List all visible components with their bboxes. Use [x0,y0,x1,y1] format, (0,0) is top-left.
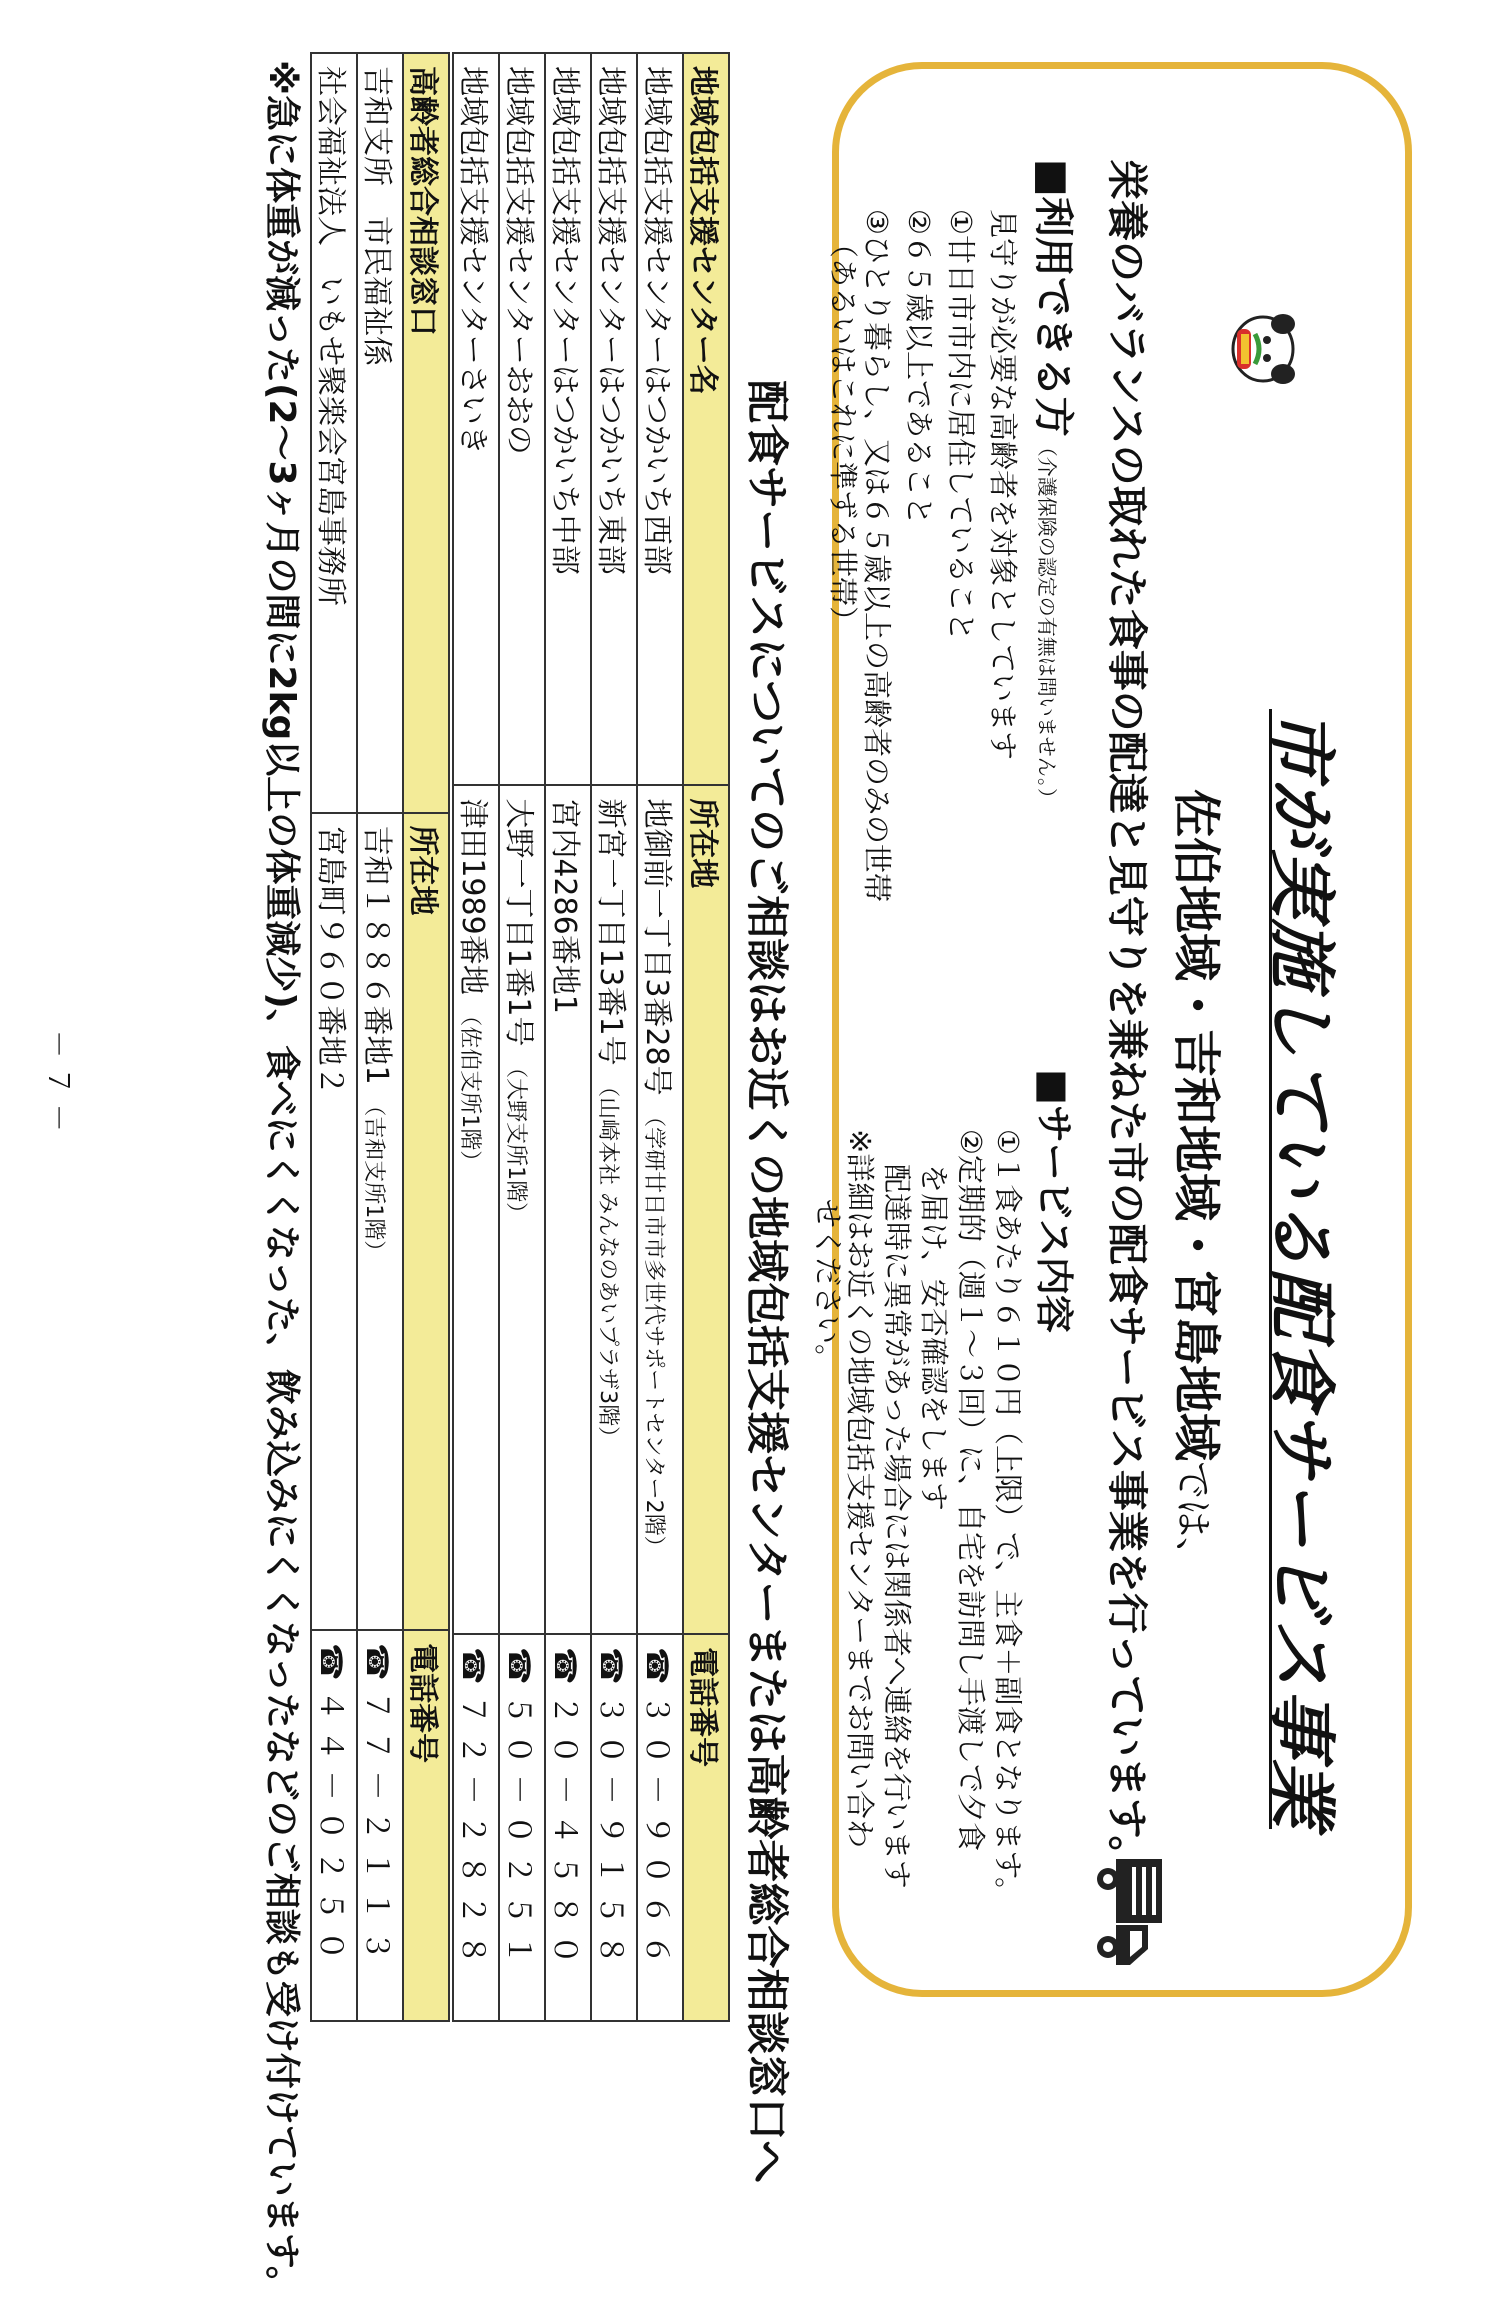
address-text: 大野一丁目1番1号 [501,798,536,1047]
intro-text: 栄養のバランスの取れた食事の配達と見守りを兼ねた市の配食サービス事業を行っています。 [1103,159,1151,1877]
info-box [811,62,1412,1997]
center-phone: ☎５０－０２５１ [499,1634,545,2021]
service-line: 配達時に異常があった場合には関係者へ連絡を行います [880,1164,914,1889]
address-text: 吉和１８８６番地1 [359,825,394,1085]
center-name: 地域包括支援センターはつかいち中部 [545,53,591,785]
table-row [545,53,591,2021]
title-text: 市が実施している配食サービス事業 [1261,709,1340,1830]
address-text: 新宮一丁目13番1号 [593,798,628,1066]
address-note: （山崎本社 みんなのあいプラザ3階） [595,1075,620,1449]
header-name: 高齢者総合相談窓口 [403,53,449,813]
table-row [591,53,637,2021]
address-text: 地御前一丁目3番28号 [639,798,674,1096]
service-line: ①１食あたり６１０円（上限）で、主食＋副食となります。 [991,1129,1025,1907]
center-phone: ☎２０－４５８０ [545,1634,591,2021]
eligibility-line: ②６５歳以上であること [902,209,936,525]
eligibility-note: （介護保険の認定の有無は問いません。） [1035,436,1059,808]
window-phone: ☎７７－２１１３ [357,1630,403,2021]
eligibility-heading-text: ■利用できる方 [1030,159,1076,437]
center-address [591,785,637,1634]
service-line: ②定期的（週１～３回）に、自宅を訪問し手渡しで夕食 [954,1129,988,1851]
header-name: 地域包括支援センター名 [683,53,729,785]
center-phone: ☎７２－２８２８ [453,1634,499,2021]
service-line: せください。 [811,1199,845,1374]
header-phone: 電話番号 [403,1630,449,2021]
eligibility-line: （あるいはこれに準ずる世帯） [826,229,860,636]
table-header-row [403,53,449,2021]
address-text: 津田1989番地 [455,798,490,995]
table-row [357,53,403,2021]
subtitle-region: 佐伯地域・吉和地域・宮島地域 [1168,789,1224,1462]
window-name: 吉和支所 市民福祉係 [357,53,403,813]
mascot-icon [1223,304,1313,394]
eligibility-heading [1028,159,1085,808]
table-row [453,53,499,2021]
table-row [499,53,545,2021]
address-text: 宮内4286番地1 [547,798,582,1014]
header-address: 所在地 [403,813,449,1631]
center-name: 地域包括支援センターはつかいち東部 [591,53,637,785]
header-address: 所在地 [683,785,729,1634]
page-number: － ７ － [42,1030,75,1132]
center-name: 地域包括支援センターおおの [499,53,545,785]
eligibility-line: ①廿日市市内に居住していること [944,209,978,641]
page-title [1258,709,1355,1829]
center-address [637,785,683,1634]
consult-window-table [310,52,450,2022]
center-name: 地域包括支援センターさいき [453,53,499,785]
address-note: （吉和支所1階） [361,1094,386,1263]
eligibility-line: 見守りが必要な高齢者を対象としています [986,209,1020,761]
address-text: 宮島町９６０番地２ [313,825,348,1096]
service-line: ※詳細はお近くの地域包括支援センターまでお問い合わ [843,1129,877,1849]
center-name: 地域包括支援センターはつかいち西部 [637,53,683,785]
center-address [499,785,545,1634]
eligibility-line: ③ひとり暮らし、又は６５歳以上の高齢者のみの世帯 [860,209,894,902]
table-row [637,53,683,2021]
center-address [545,785,591,1634]
window-address [357,813,403,1631]
window-phone: ☎４４－０２５０ [311,1630,357,2021]
support-center-table [452,52,730,2022]
center-address [453,785,499,1634]
subtitle-suffix: では、 [1171,1461,1215,1576]
header-phone: 電話番号 [683,1634,729,2021]
window-address [311,813,357,1631]
window-name: 社会福祉法人 いもせ聚楽会宮島事務所 [311,53,357,813]
footnote: ※急に体重が減った(2～3ヶ月の間に2kg以上の体重減少)、食べにくくなった、飲み込みにくくなったなどのご相談も受け付けています。 [261,60,302,2302]
table-row [311,53,357,2021]
service-line: を届け、安否確認をします [917,1164,951,1511]
subtitle [1166,789,1235,1575]
center-phone: ☎３０－９１５８ [591,1634,637,2021]
address-note: （大野支所1階） [503,1056,528,1225]
table-header-row [683,53,729,2021]
address-note: （学研廿日市市多世代サポートセンター2階） [641,1105,666,1558]
address-note: （佐伯支所1階） [457,1004,482,1173]
center-phone: ☎３０－９０６６ [637,1634,683,2021]
consult-heading: 配食サービスについてのご相談はお近くの地域包括支援センターまたは高齢者総合相談窓口へ [741,380,791,2184]
service-heading: ■サービス内容 [1032,1069,1076,1333]
